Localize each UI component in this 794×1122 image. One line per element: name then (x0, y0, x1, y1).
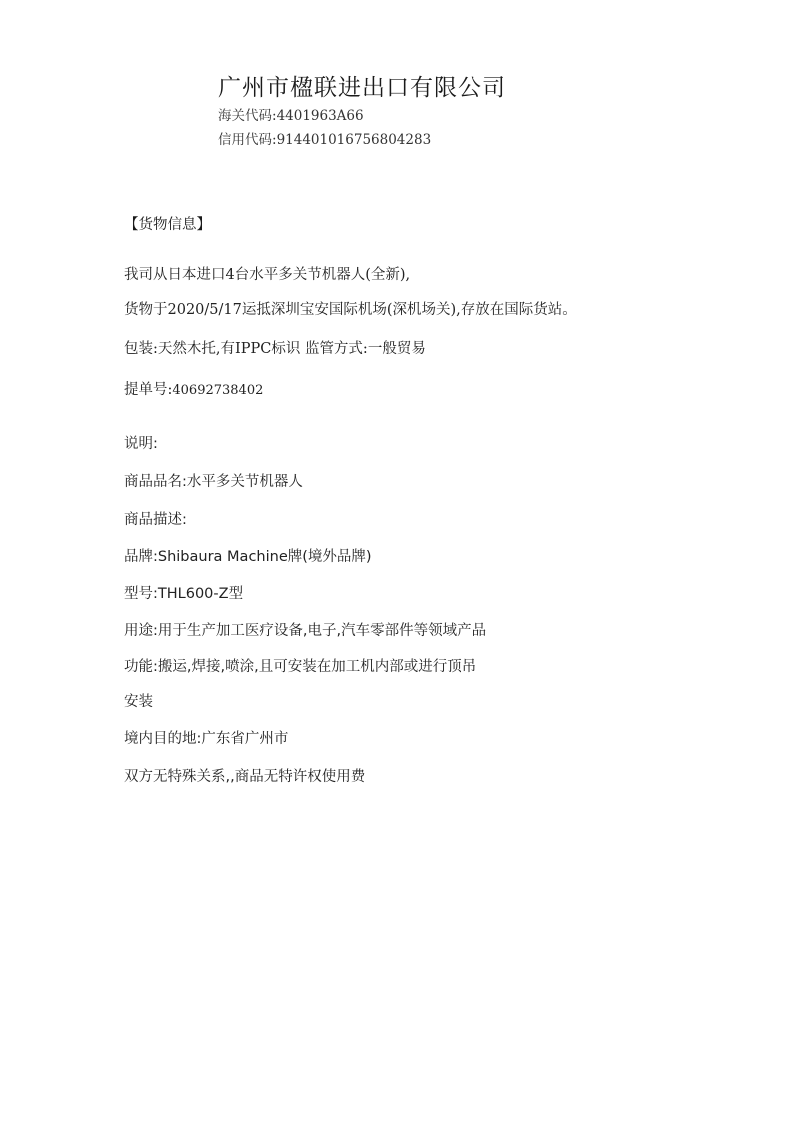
bill-number-line (124, 378, 263, 399)
relationship-statement: 双方无特殊关系,,商品无特许权使用费 (124, 769, 366, 785)
cargo-line-import: 我司从日本进口4台水平多关节机器人(全新), (124, 267, 411, 283)
bill-number-value: 40692738402 (172, 383, 264, 398)
customs-code-value: 4401963A66 (276, 108, 364, 124)
product-description-label: 商品描述: (124, 512, 187, 528)
product-name: 商品品名:水平多关节机器人 (124, 474, 303, 490)
domestic-destination: 境内目的地:广东省广州市 (124, 731, 289, 747)
credit-code-line (218, 128, 506, 152)
bill-number-label: 提单号: (124, 382, 173, 398)
credit-code-label: 信用代码: (218, 132, 277, 148)
cargo-line-packing: 包装:天然木托,有IPPC标识 监管方式:一般贸易 (124, 341, 426, 357)
customs-code-line (218, 104, 506, 128)
company-name: 广州市楹联进出口有限公司 (218, 75, 506, 101)
customs-code-label: 海关代码: (218, 108, 277, 124)
description-title: 说明: (124, 436, 158, 452)
product-brand: 品牌:Shibaura Machine牌(境外品牌) (124, 549, 372, 565)
product-function: 功能:搬运,焊接,喷涂,且可安装在加工机内部或进行顶吊 (124, 659, 477, 675)
cargo-section-title: 【货物信息】 (124, 217, 211, 233)
product-function-continued: 安装 (124, 694, 153, 710)
product-usage: 用途:用于生产加工医疗设备,电子,汽车零部件等领域产品 (124, 623, 487, 639)
cargo-line-arrival: 货物于2020/5/17运抵深圳宝安国际机场(深机场关),存放在国际货站。 (124, 302, 577, 318)
company-header (218, 72, 506, 152)
product-model: 型号:THL600-Z型 (124, 586, 244, 602)
credit-code-value: 914401016756804283 (276, 132, 432, 148)
